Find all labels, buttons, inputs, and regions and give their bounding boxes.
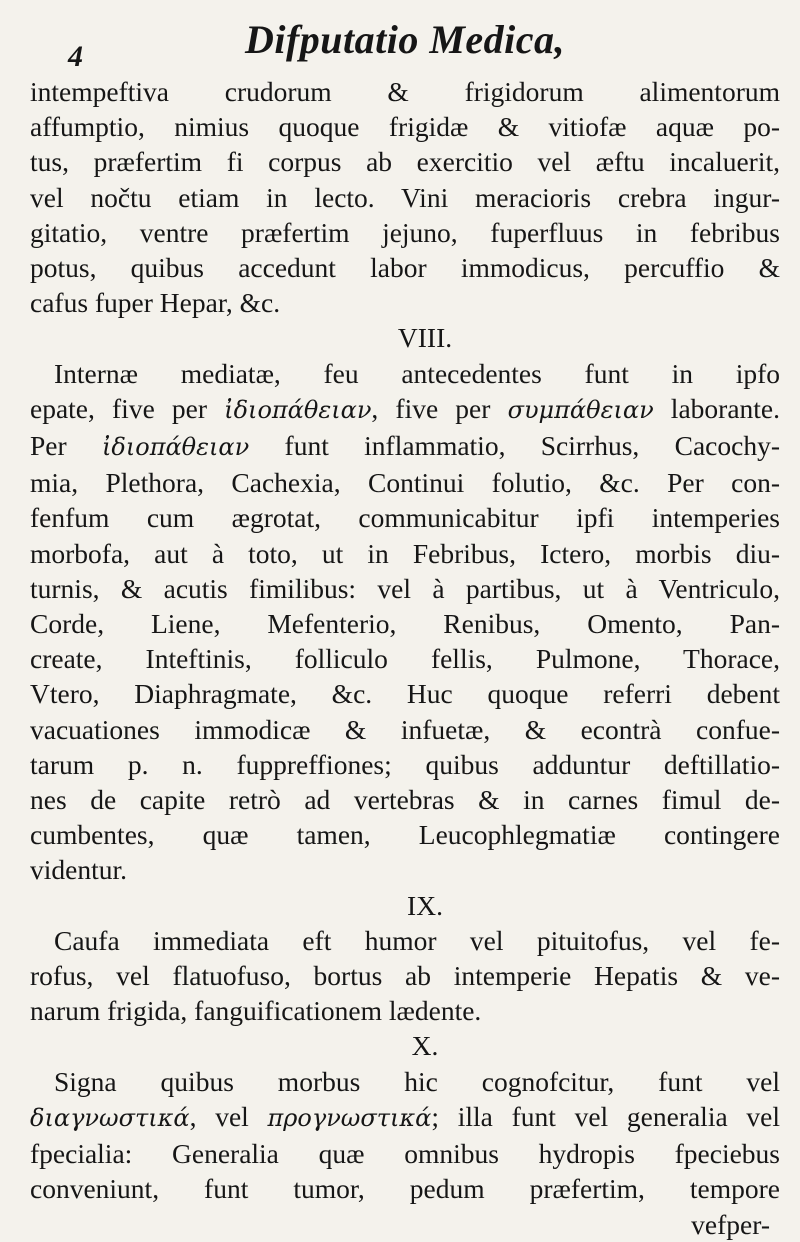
- greek-term: προγνωστικά: [267, 1103, 432, 1132]
- text-line: nes de capite retrò ad vertebras & in carnes fimul de-: [30, 784, 780, 816]
- text-line: videntur.: [30, 854, 128, 886]
- greek-term: ἰδιοπάθειαν: [101, 433, 250, 462]
- text-line: tarum p. n. fuppreffiones; quibus adduntur deftillatio-: [30, 748, 780, 780]
- body-text: [30, 74, 780, 1242]
- text-line: turnis, & acutis fimilibus: vel à partibus, ut à Ventriculo,: [30, 572, 780, 604]
- text-line: Internæ mediatæ, feu antecedentes funt in ipfo: [54, 357, 780, 389]
- catchword: vefper-: [691, 1208, 770, 1240]
- text-line: epate, five per ἰδιοπάθειαν, five per συμπάθειαν laborante.: [30, 392, 780, 424]
- text-line: gitatio, ventre præfertim jejuno, fuperfluus in febribus: [30, 216, 780, 248]
- text-line: Vtero, Diaphragmate, &c. Huc quoque referri debent: [30, 678, 780, 710]
- text-line: vel nočtu etiam in lecto. Vini meracioris crebra ingur-: [30, 181, 780, 213]
- text-line: Signa quibus morbus hic cognofcitur, funt vel: [54, 1065, 780, 1097]
- running-title: Difputatio Medica,: [244, 17, 566, 62]
- greek-term: διαγνωστικά: [30, 1103, 190, 1132]
- text-line: Caufa immediata eft humor vel pituitofus, vel fe-: [54, 924, 780, 956]
- text-line: affumptio, nimius quoque frigidæ & vitiofæ aquæ po-: [30, 111, 780, 143]
- text-line: potus, quibus accedunt labor immodicus, percuffio &: [30, 252, 780, 284]
- text-line: create, Inteftinis, folliculo fellis, Pulmone, Thorace,: [30, 643, 780, 675]
- text-line: διαγνωστικά, vel προγνωστικά; illa funt vel generalia vel: [30, 1100, 780, 1132]
- section-number: IX.: [407, 889, 443, 921]
- greek-term: συμπάθειαν: [507, 395, 654, 424]
- text-line: rofus, vel flatuofuso, bortus ab intemperie Hepatis & ve-: [30, 960, 780, 992]
- section-viii: [30, 320, 780, 887]
- text-line: fpecialia: Generalia quæ omnibus hydropis fpeciebus: [30, 1138, 780, 1170]
- text-line: morbofa, aut à toto, ut in Febribus, Ictero, morbis diu-: [30, 537, 780, 569]
- section-x: [30, 1028, 780, 1206]
- text-line: vacuationes immodicæ & infuetæ, & econtrà confue-: [30, 713, 780, 745]
- page-number: 4: [68, 40, 83, 73]
- text-line: mia, Plethora, Cachexia, Continui folutio, &c. Per con-: [30, 467, 780, 499]
- paragraph-continuation: [30, 74, 780, 320]
- running-head: [30, 12, 780, 73]
- text-line: intempeftiva crudorum & frigidorum alimentorum: [30, 76, 780, 107]
- section-ix: [30, 888, 780, 1029]
- text-line: cafus fuper Hepar, &c.: [30, 287, 281, 319]
- text-line: cumbentes, quæ tamen, Leucophlegmatiæ contingere: [30, 819, 780, 851]
- section-number: X.: [411, 1030, 439, 1062]
- text-line: Corde, Liene, Mefenterio, Renibus, Omento, Pan-: [30, 608, 780, 640]
- text-line: fenfum cum ægrotat, communicabitur ipfi intemperies: [30, 502, 780, 534]
- text-line: narum frigida, fanguificationem lædente.: [30, 995, 482, 1027]
- section-number: VIII.: [397, 322, 453, 354]
- greek-term: ἰδιοπάθειαν: [224, 395, 372, 424]
- text-line: tus, præfertim fi corpus ab exercitio vel æftu incaluerit,: [30, 146, 780, 178]
- text-line: Per ἰδιοπάθειαν funt inflammatio, Scirrhus, Cacochy-: [30, 430, 780, 462]
- text-line: conveniunt, funt tumor, pedum præfertim, tempore: [30, 1173, 780, 1205]
